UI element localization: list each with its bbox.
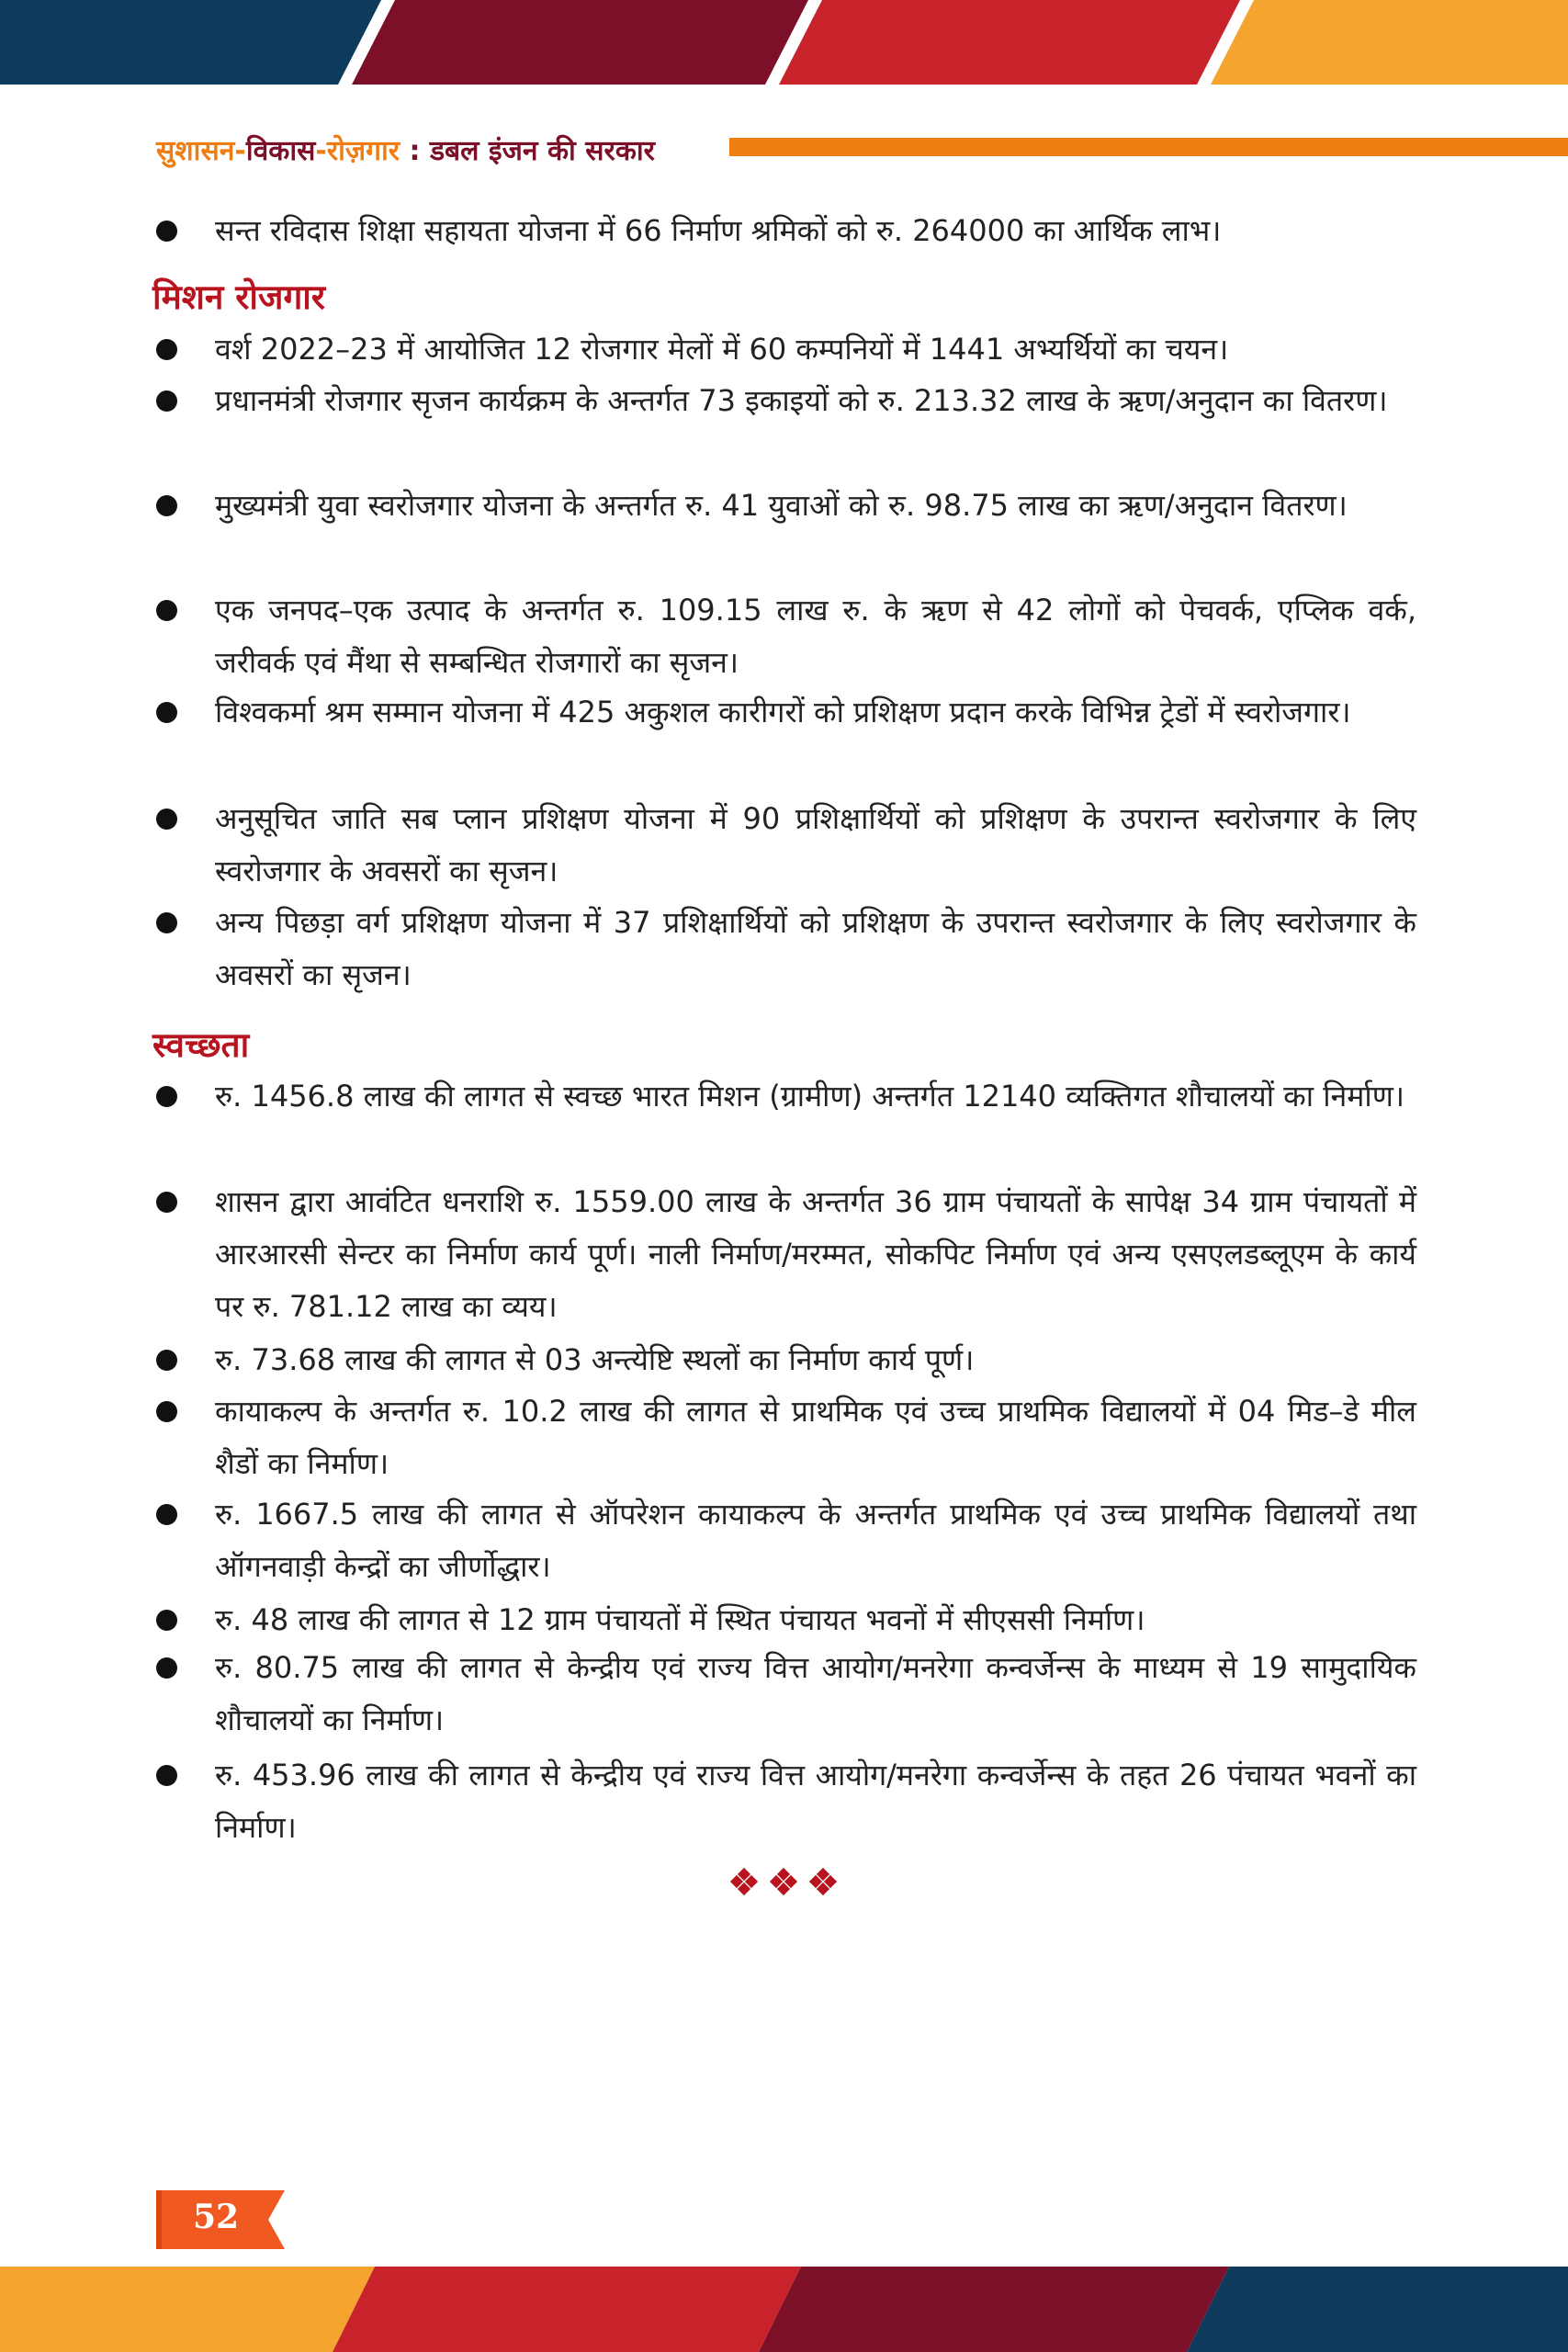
bullet-icon <box>156 1350 177 1371</box>
page-number-tab <box>156 2187 294 2253</box>
list-item-text: कायाकल्प के अन्तर्गत रु. 10.2 लाख की लागत से प्राथमिक एवं उच्च प्राथमिक विद्यालयों में 04 मिड–डे मील शैडों का निर्माण। <box>215 1394 1416 1481</box>
list-item-text: रु. 453.96 लाख की लागत से केन्द्रीय एवं राज्य वित्त आयोग/मनरेगा कन्वर्जेन्स के तहत 26 पंचायत भवनों का निर्माण। <box>215 1758 1416 1845</box>
header-word-sushasan: सुशासन <box>156 135 235 167</box>
bullet-icon <box>156 390 177 412</box>
bullet-icon <box>156 339 177 360</box>
bullet-icon <box>156 1610 177 1631</box>
list-item-text: अन्य पिछड़ा वर्ग प्रशिक्षण योजना में 37 प्रशिक्षार्थियों को प्रशिक्षण के उपरान्त स्वरोजगार के लिए स्वरोजगार के अवसरों का सृजन। <box>215 905 1416 992</box>
list-item-text: रु. 80.75 लाख की लागत से केन्द्रीय एवं राज्य वित्त आयोग/मनरेगा कन्वर्जेन्स के माध्यम से 19 सामुदायिक शौचालयों का निर्माण। <box>215 1650 1416 1737</box>
list-item-text: अनुसूचित जाति सब प्लान प्रशिक्षण योजना में 90 प्रशिक्षार्थियों को प्रशिक्षण के उपरान्त स्वरोजगार के लिए स्वरोजगार के अवसरों का सृजन। <box>215 801 1416 888</box>
section-heading-swachhta: स्वच्छता <box>152 1024 250 1065</box>
section-heading-mission-rozgar: मिशन रोजगार <box>152 277 326 317</box>
header-rule <box>729 138 1568 156</box>
list-item-text: रु. 1456.8 लाख की लागत से स्वच्छ भारत मिशन (ग्रामीण) अन्तर्गत 12140 व्यक्तिगत शौचालयों का निर्माण। <box>215 1079 1404 1114</box>
bullet-icon <box>156 1504 177 1525</box>
bullet-icon <box>156 600 177 621</box>
bullet-icon <box>156 702 177 723</box>
bullet-icon <box>156 1657 177 1679</box>
running-header <box>156 125 1415 169</box>
running-header-title <box>156 130 655 168</box>
bullet-icon <box>156 1765 177 1786</box>
bullet-icon <box>156 912 177 933</box>
list-item-text: सन्त रविदास शिक्षा सहायता योजना में 66 निर्माण श्रमिकों को रु. 264000 का आर्थिक लाभ। <box>215 213 1222 248</box>
page-number: 52 <box>193 2198 240 2236</box>
list-item-text: वर्श 2022–23 में आयोजित 12 रोजगार मेलों में 60 कम्पनियों में 1441 अभ्यर्थियों का चयन। <box>215 332 1229 367</box>
list-item-text: रु. 73.68 लाख की लागत से 03 अन्त्येष्टि स्थलों का निर्माण कार्य पूर्ण। <box>215 1342 975 1377</box>
bullet-icon <box>156 1192 177 1213</box>
bullet-icon <box>156 1086 177 1107</box>
bullet-icon <box>156 1401 177 1422</box>
list-item-text: विश्वकर्मा श्रम सम्मान योजना में 425 अकुशल कारीगरों को प्रशिक्षण प्रदान करके विभिन्न ट्रेडों में स्वरोजगार। <box>215 695 1351 729</box>
bullet-icon <box>156 808 177 830</box>
header-word-vikas: विकास <box>245 135 316 167</box>
bullet-icon <box>156 495 177 516</box>
diamond-ornament-icon <box>724 1860 843 1904</box>
list-item-text: रु. 48 लाख की लागत से 12 ग्राम पंचायतों में स्थित पंचायत भवनों में सीएससी निर्माण। <box>215 1602 1145 1637</box>
list-item-text: मुख्यमंत्री युवा स्वरोजगार योजना के अन्तर्गत रु. 41 युवाओं को रु. 98.75 लाख का ऋण/अनुदान वितरण। <box>215 488 1348 523</box>
header-separator: - <box>234 135 246 167</box>
bullet-icon <box>156 220 177 242</box>
header-word-rozgar: रोज़गार <box>326 135 400 167</box>
list-item-text: एक जनपद–एक उत्पाद के अन्तर्गत रु. 109.15 लाख रु. के ऋण से 42 लोगों को पेचवर्क, एप्लिक वर्क, जरीवर्क एवं मैंथा से सम्बन्धित रोजगारों का सृजन। <box>215 593 1416 680</box>
header-subtitle: : डबल इंजन की सरकार <box>400 135 655 167</box>
bottom-color-band <box>0 2267 1568 2352</box>
list-item-text: प्रधानमंत्री रोजगार सृजन कार्यक्रम के अन्तर्गत 73 इकाइयों को रु. 213.32 लाख के ऋण/अनुदान का वितरण। <box>215 383 1388 418</box>
top-color-band <box>0 0 1568 85</box>
list-item-text: रु. 1667.5 लाख की लागत से ऑपरेशन कायाकल्प के अन्तर्गत प्राथमिक एवं उच्च प्राथमिक विद्यालयों तथा ऑगनवाड़ी केन्द्रों का जीर्णोद्धार। <box>215 1497 1416 1584</box>
list-item-text: शासन द्वारा आवंटित धनराशि रु. 1559.00 लाख के अन्तर्गत 36 ग्राम पंचायतों के सापेक्ष 34 ग्राम पंचायतों में आरआरसी सेन्टर का निर्माण कार्य पूर्ण। नाली निर्माण/मरम्मत, सोकपिट निर्माण एवं अन्य एसएलडब्लूएम के कार्य पर रु. 781.12 लाख का व्यय। <box>215 1184 1416 1324</box>
header-separator: - <box>315 135 327 167</box>
